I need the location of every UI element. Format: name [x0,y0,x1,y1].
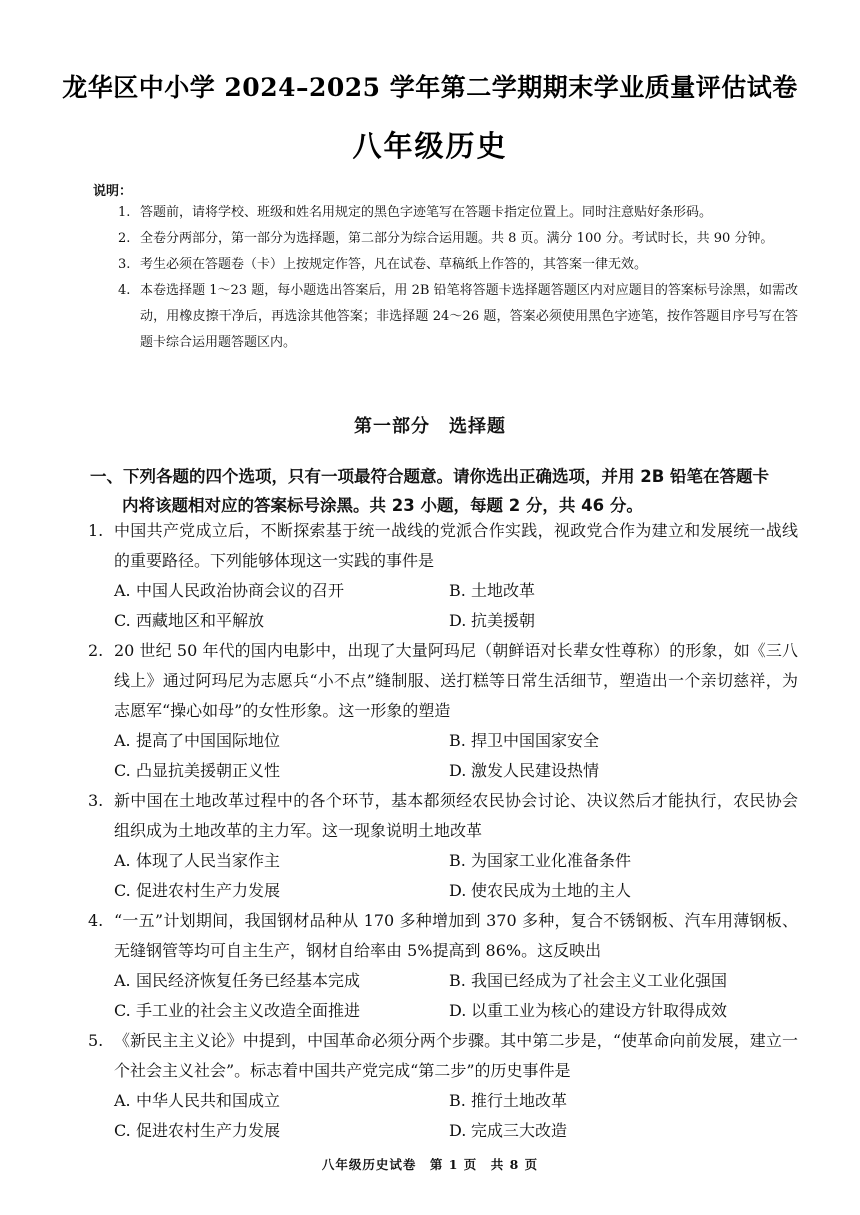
option-text: 抗美援朝 [471,611,536,630]
page-footer: 八年级历史试卷 第 1 页 共 8 页 [321,1157,539,1172]
option-letter: D. [449,881,467,900]
option-c [114,1116,449,1146]
option-letter: A. [114,971,131,990]
question-stem: 《新民主主义论》中提到，中国革命必须分两个步骤。其中第二步是，“使革命向前发展，建立一个社会主义社会”。标志着中国共产党完成“第二步”的历史事件是 [114,1031,798,1080]
option-text: 体现了人民当家作主 [136,851,281,870]
note-number: 4. [118,283,131,298]
option-text: 手工业的社会主义改造全面推进 [136,1001,361,1020]
option-b [449,846,784,876]
option-a [114,1086,449,1116]
option-c [114,606,449,636]
option-text: 为国家工业化准备条件 [471,851,632,870]
question-5 [88,1026,798,1146]
option-text: 激发人民建设热情 [471,761,600,780]
question-1 [88,516,798,636]
option-text: 凸显抗美援朝正义性 [136,761,281,780]
question-number: 3. [88,791,104,810]
option-letter: C. [114,1121,131,1140]
option-text: 促进农村生产力发展 [136,1121,281,1140]
option-text: 我国已经成为了社会主义工业化强国 [471,971,728,990]
instruction-line-1: 一、下列各题的四个选项，只有一项最符合题意。请你选出正确选项，并用 2B 铅笔在答题卡 [90,467,770,486]
note-item [118,226,798,252]
section-instruction [90,462,790,520]
question-stem: 新中国在土地改革过程中的各个环节，基本都须经农民协会讨论、决议然后才能执行，农民协会组织成为土地改革的主力军。这一现象说明土地改革 [114,791,798,840]
option-d [449,876,784,906]
option-text: 以重工业为核心的建设方针取得成效 [471,1001,728,1020]
option-a [114,726,449,756]
note-number: 2. [118,231,131,246]
note-item [118,200,798,226]
option-text: 国民经济恢复任务已经基本完成 [136,971,361,990]
option-letter: C. [114,761,131,780]
option-text: 使农民成为土地的主人 [471,881,632,900]
option-letter: B. [449,851,466,870]
note-number: 1. [118,205,131,220]
option-text: 推行土地改革 [471,1091,568,1110]
option-text: 提高了中国国际地位 [136,731,281,750]
question-number: 4. [88,911,104,930]
option-a [114,966,449,996]
section-title: 第一部分 选择题 [354,416,506,437]
option-letter: D. [449,1121,467,1140]
option-letter: D. [449,611,467,630]
exam-subject: 八年级历史 [352,129,508,163]
question-stem: “一五”计划期间，我国钢材品种从 170 多种增加到 370 多种，复合不锈钢板、汽车用薄钢板、无缝钢管等均可自主生产，钢材自给率由 5%提高到 86%。这反映出 [114,911,798,960]
option-letter: B. [449,731,466,750]
option-c [114,756,449,786]
option-c [114,876,449,906]
note-text: 本卷选择题 1～23 题，每小题选出答案后，用 2B 铅笔将答题卡选择题答题区内对应题目的答案标号涂黑，如需改动，用橡皮擦干净后，再选涂其他答案；非选择题 24～26 题，答案必须使用黑色字迹笔，按作答题目序号写在答题卡综合运用题答题区内。 [140,283,798,350]
option-letter: C. [114,881,131,900]
question-stem: 中国共产党成立后，不断探索基于统一战线的党派合作实践，视政党合作为建立和发展统一战线的重要路径。下列能够体现这一实践的事件是 [114,521,798,570]
instruction-line-2: 内将该题相对应的答案标号涂黑。共 23 小题，每题 2 分，共 46 分。 [122,496,643,515]
option-letter: C. [114,1001,131,1020]
option-letter: D. [449,1001,467,1020]
question-number: 5. [88,1031,104,1050]
note-text: 全卷分两部分，第一部分为选择题，第二部分为综合运用题。共 8 页。满分 100 分。考试时长，共 90 分钟。 [140,231,774,246]
option-letter: B. [449,1091,466,1110]
option-d [449,606,784,636]
option-letter: B. [449,581,466,600]
question-number: 1. [88,521,104,540]
option-text: 促进农村生产力发展 [136,881,281,900]
option-text: 捍卫中国国家安全 [471,731,600,750]
option-text: 中华人民共和国成立 [136,1091,281,1110]
option-b [449,576,784,606]
option-d [449,1116,784,1146]
option-text: 中国人民政治协商会议的召开 [136,581,345,600]
question-2 [88,636,798,786]
question-4 [88,906,798,1026]
note-item [118,278,798,356]
option-letter: D. [449,761,467,780]
option-text: 完成三大改造 [471,1121,568,1140]
option-letter: A. [114,851,131,870]
exam-title: 龙华区中小学 2024–2025 学年第二学期期末学业质量评估试卷 [62,73,798,102]
option-letter: A. [114,731,131,750]
notes-label: 说明： [93,184,133,199]
note-item [118,252,798,278]
question-number: 2. [88,641,104,660]
option-a [114,576,449,606]
note-number: 3. [118,257,131,272]
option-letter: A. [114,581,131,600]
question-stem: 20 世纪 50 年代的国内电影中，出现了大量阿玛尼（朝鲜语对长辈女性尊称）的形象，如《三八线上》通过阿玛尼为志愿兵“小不点”缝制服、送打糕等日常生活细节，塑造出一个亲切慈祥，为志愿军“操心如母”的女性形象。这一形象的塑造 [114,641,798,720]
note-text: 答题前，请将学校、班级和姓名用规定的黑色字迹笔写在答题卡指定位置上。同时注意贴好条形码。 [140,205,713,220]
question-3 [88,786,798,906]
option-b [449,1086,784,1116]
option-a [114,846,449,876]
option-letter: B. [449,971,466,990]
option-d [449,996,784,1026]
option-c [114,996,449,1026]
option-text: 西藏地区和平解放 [136,611,265,630]
question-list [88,516,798,1146]
note-text: 考生必须在答题卷（卡）上按规定作答，凡在试卷、草稿纸上作答的，其答案一律无效。 [140,257,648,272]
option-b [449,726,784,756]
option-b [449,966,784,996]
option-text: 土地改革 [471,581,536,600]
option-d [449,756,784,786]
notes-list [118,200,798,356]
option-letter: A. [114,1091,131,1110]
option-letter: C. [114,611,131,630]
